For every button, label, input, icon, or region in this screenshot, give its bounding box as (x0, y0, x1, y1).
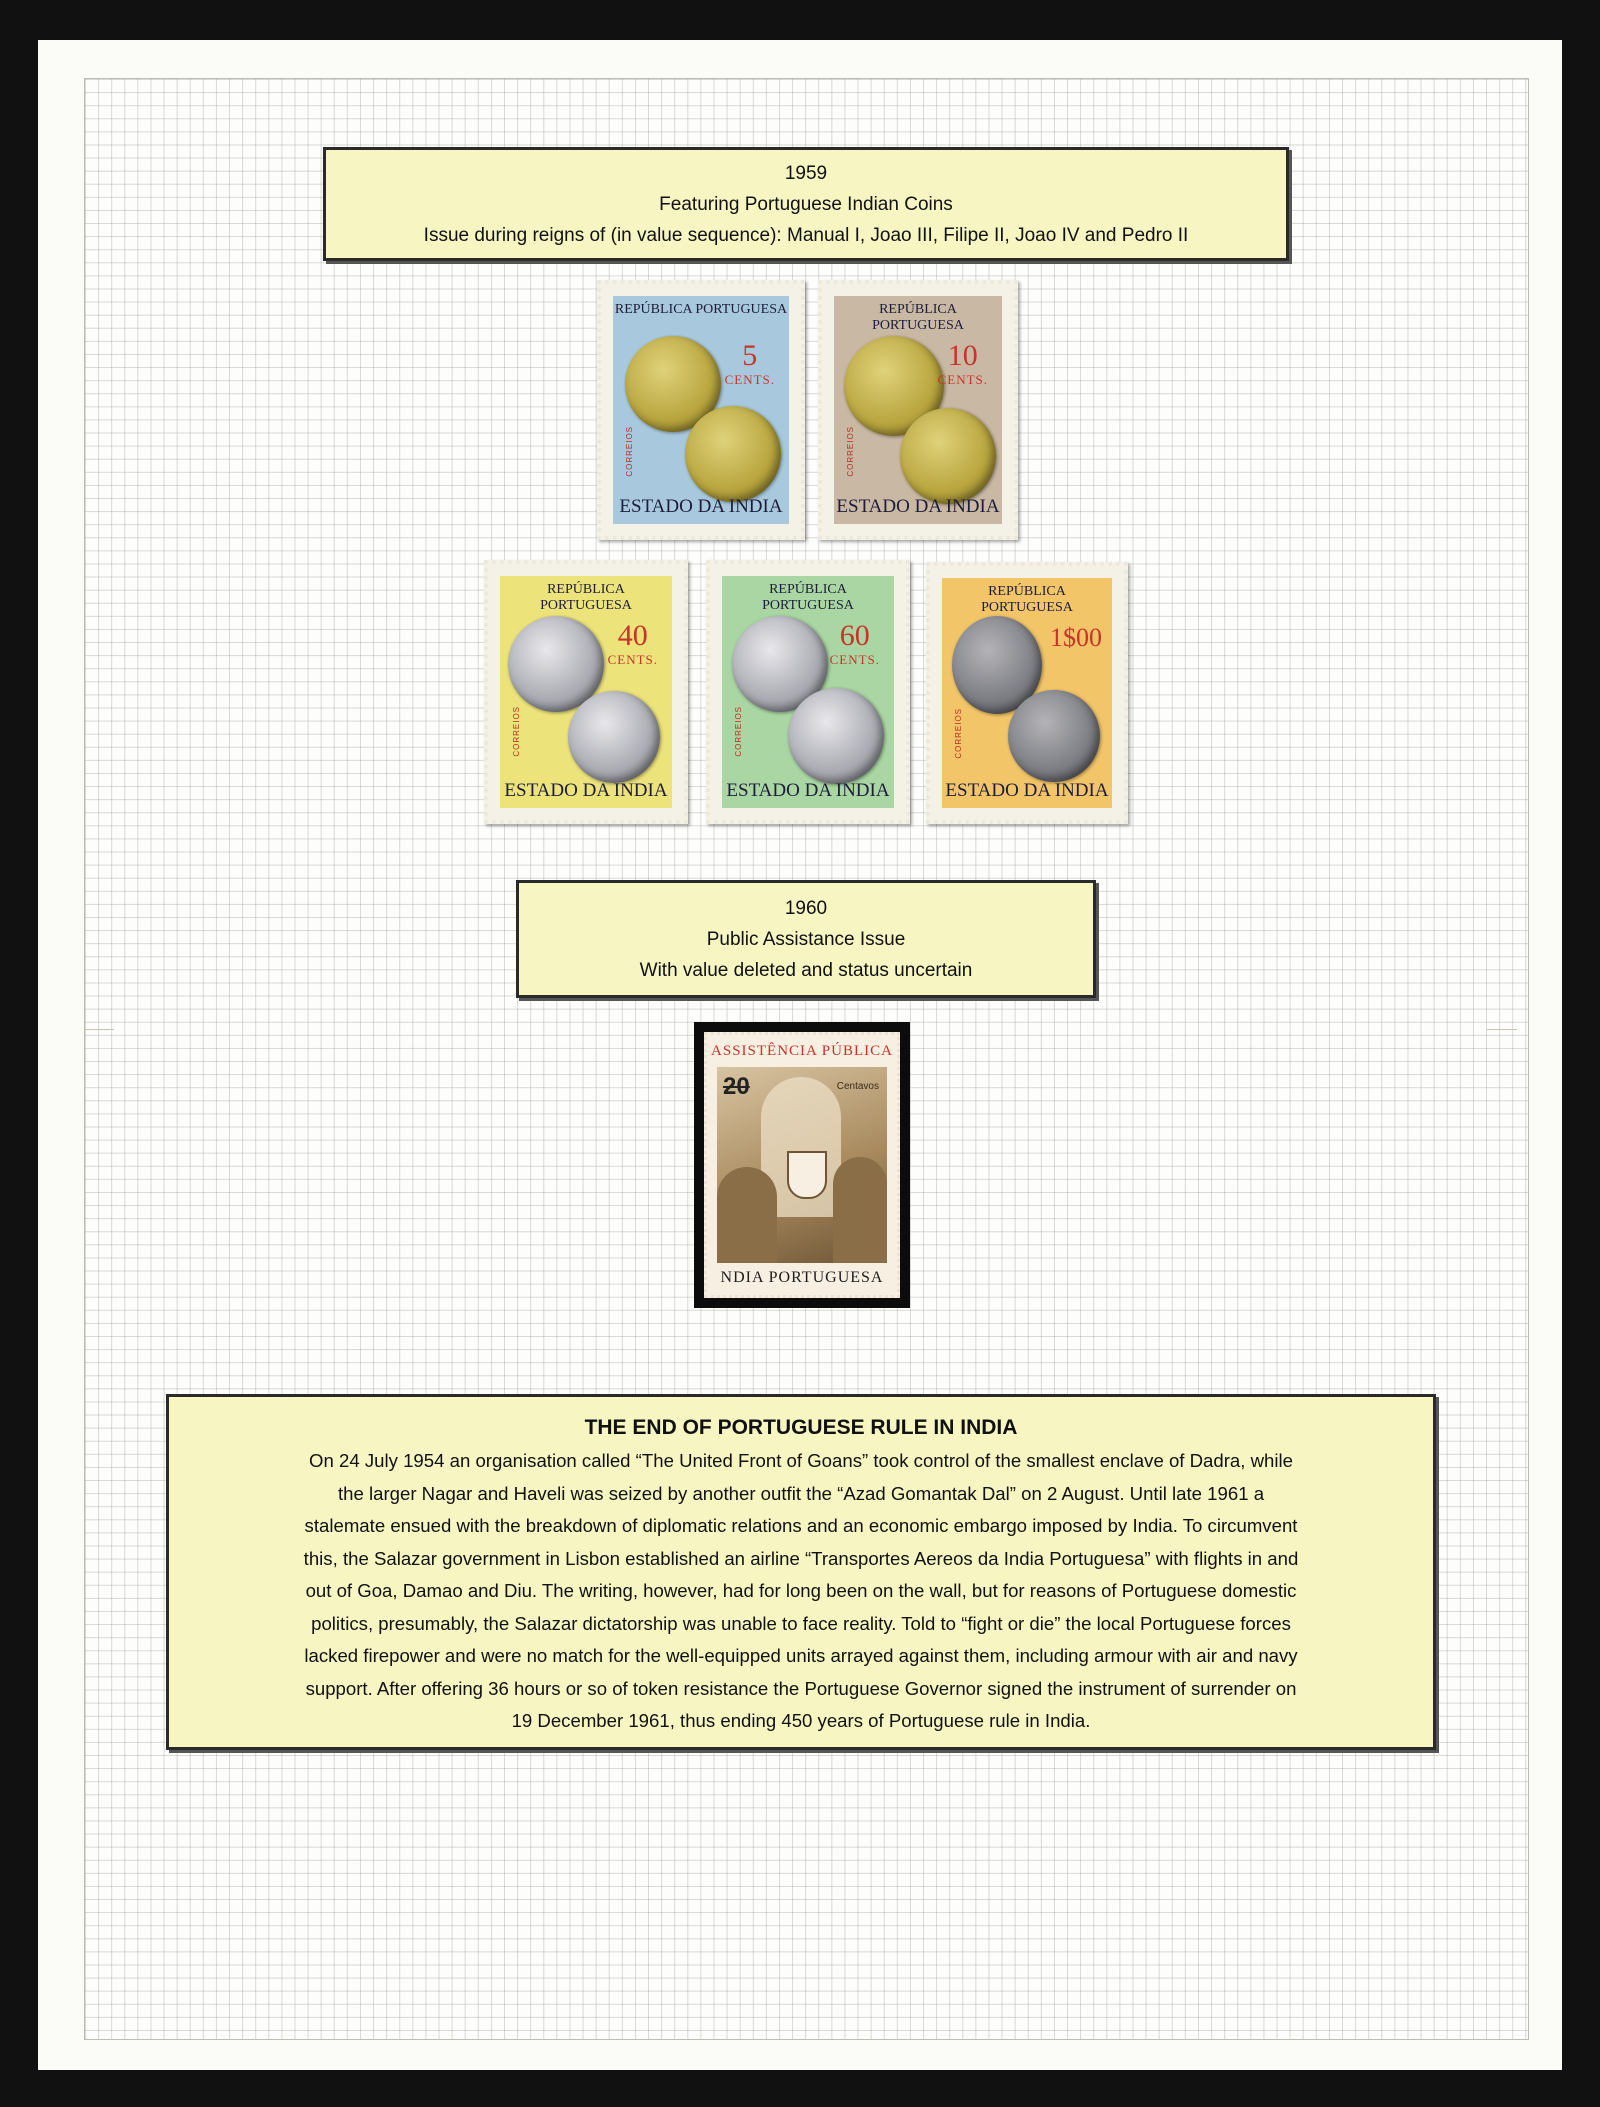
figure-silhouette (833, 1157, 887, 1263)
history-line: out of Goa, Damao and Diu. The writing, however, had for long been on the wall, but for reasons of Portuguese domestic (305, 1580, 1297, 1601)
caption-year: 1960 (784, 898, 828, 919)
caption-title: Public Assistance Issue (706, 929, 906, 950)
margin-mark (84, 1029, 114, 1030)
caption-year: 1959 (784, 163, 828, 184)
margin-mark (1487, 1029, 1517, 1030)
stamp-country: REPÚBLICA PORTUGUESA (614, 302, 788, 317)
history-line: On 24 July 1954 an organisation called “The United Front of Goans” took control of the smallest enclave of Dadra, while (309, 1450, 1293, 1471)
history-line: support. After offering 36 hours or so of token resistance the Portuguese Governor signed the instrument of surrender on (305, 1677, 1297, 1699)
history-line: politics, presumably, the Salazar dictatorship was unable to face reality. Told to “fight or die” the local Portuguese forces (311, 1612, 1291, 1634)
stamp-territory: ESTADO DA INDIA (619, 496, 783, 517)
coat-of-arms-icon (787, 1151, 827, 1199)
history-line: the larger Nagar and Haveli was seized by another outfit the “Azad Gomantak Dal” on 2 August. Until late 1961 a (337, 1482, 1265, 1504)
stamp-60-cents (706, 560, 910, 824)
stamp-side-text: CORREIOS (512, 706, 521, 757)
stamp-side-text: CORREIOS (846, 426, 855, 477)
stamp-territory: ESTADO DA INDIA (726, 780, 890, 801)
stamp-assistencia-publica (704, 1032, 900, 1298)
stamp-1-escudo (926, 562, 1128, 824)
stamp-territory: ESTADO DA INDIA (945, 780, 1109, 801)
caption-box-1959 (323, 147, 1289, 261)
coin-image (685, 406, 781, 502)
stamp-country: REPÚBLICA PORTUGUESA (540, 582, 632, 613)
stamp-territory: ESTADO DA INDIA (504, 780, 668, 801)
stamp-10-cents (818, 280, 1018, 540)
caption-title: Featuring Portuguese Indian Coins (659, 194, 953, 215)
stamp-territory: ESTADO DA INDIA (836, 496, 1000, 517)
stamp-mount (694, 1022, 910, 1308)
history-text-box (166, 1394, 1436, 1750)
coin-image (900, 408, 996, 504)
stamp-40-cents (484, 560, 688, 824)
figure-silhouette (717, 1167, 777, 1263)
stamp-side-text: CORREIOS (954, 708, 963, 759)
stamp-country: REPÚBLICA PORTUGUESA (981, 584, 1073, 615)
stamp-country: REPÚBLICA PORTUGUESA (762, 582, 854, 613)
history-line: this, the Salazar government in Lisbon established an airline “Transportes Aereos da India Portuguesa” with flights in and (303, 1547, 1299, 1569)
caption-box-1960 (516, 880, 1096, 998)
stamp-value: 40 CENTS. (607, 619, 658, 667)
coin-image (568, 691, 660, 783)
stamp-value: 10 CENTS. (937, 339, 988, 387)
stamp-country: REPÚBLICA PORTUGUESA (872, 302, 964, 333)
caption-subtitle: Issue during reigns of (in value sequence): Manual I, Joao III, Filipe II, Joao IV and Pedro II (423, 225, 1189, 246)
caption-subtitle: With value deleted and status uncertain (639, 960, 973, 981)
history-line: stalemate ensued with the breakdown of diplomatic relations and an economic embargo imposed by India. To circumvent (304, 1515, 1298, 1536)
stamp-value: 1$00 (1050, 623, 1102, 652)
coin-image (1008, 690, 1100, 782)
stamp-value: 60 CENTS. (829, 619, 880, 667)
stamp-bottom-label: NDIA PORTUGUESA (720, 1269, 884, 1286)
stamp-5-cents (597, 280, 805, 540)
value-unit: Centavos (836, 1081, 879, 1092)
history-line: 19 December 1961, thus ending 450 years of Portuguese rule in India. (511, 1710, 1091, 1731)
stamp-value: 5 CENTS. (724, 339, 775, 387)
coin-image (788, 688, 884, 784)
stamp-side-text: CORREIOS (625, 426, 634, 477)
stamp-picture (717, 1067, 887, 1263)
history-line: lacked firepower and were no match for the well-equipped units arrayed against them, including armour with air and navy (304, 1645, 1298, 1666)
stamp-top-label: ASSISTÊNCIA PÚBLICA (711, 1043, 893, 1059)
history-title: THE END OF PORTUGUESE RULE IN INDIA (584, 1416, 1018, 1439)
stamp-side-text: CORREIOS (734, 706, 743, 757)
strikeout-value: 20 (723, 1073, 750, 1100)
